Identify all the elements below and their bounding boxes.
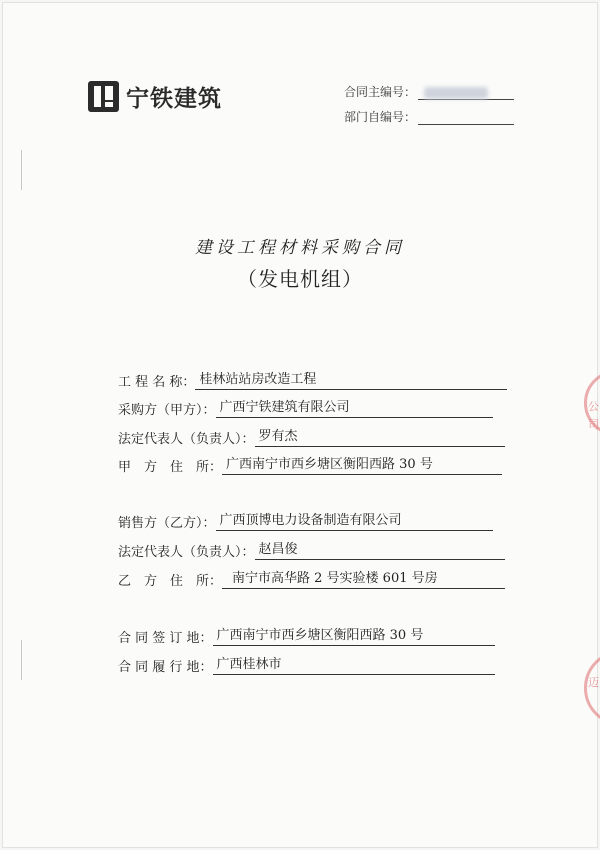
field-purchaser — [118, 400, 493, 418]
field-value: 广西桂林市 — [213, 657, 495, 675]
company-logo — [88, 80, 222, 113]
field-seller-rep — [118, 542, 505, 560]
contract-number — [344, 83, 514, 100]
field-label: 甲 方 住 所： — [118, 460, 223, 475]
field-value: 桂林站站房改造工程 — [195, 372, 507, 390]
field-project-name — [118, 372, 507, 390]
field-signing-place — [118, 628, 495, 646]
field-seller — [118, 513, 493, 531]
logo-icon — [88, 81, 119, 112]
scan-mark — [21, 640, 22, 680]
field-value: 广西南宁市西乡塘区衡阳西路 30 号 — [213, 628, 495, 646]
dept-number — [344, 108, 514, 125]
field-value: 南宁市高华路 2 号实验楼 601 号房 — [222, 571, 505, 589]
field-value: 罗有杰 — [255, 429, 505, 447]
field-label: 乙 方 住 所： — [118, 574, 223, 589]
field-value: 广西顶博电力设备制造有限公司 — [216, 513, 493, 531]
field-label: 合 同 签 订 地： — [118, 631, 213, 646]
seal-text: 迈 — [588, 676, 599, 689]
field-purchaser-address — [118, 457, 502, 475]
field-label: 工 程 名 称： — [118, 375, 196, 390]
field-label: 法定代表人（负责人）： — [118, 545, 255, 560]
document-subtitle: （发电机组） — [237, 267, 363, 291]
field-label: 销售方（乙方）： — [118, 516, 216, 531]
contract-number-label: 合同主编号： — [344, 85, 417, 99]
document-page — [2, 2, 598, 848]
field-value: 广西宁铁建筑有限公司 — [216, 400, 493, 418]
scan-mark — [21, 150, 22, 190]
field-label: 采购方（甲方）： — [118, 403, 216, 418]
field-value: 赵昌俊 — [255, 542, 505, 560]
seal-text: 公 — [588, 400, 599, 413]
field-purchaser-rep — [118, 429, 505, 447]
field-label: 合 同 履 行 地： — [118, 660, 213, 675]
field-performance-place — [118, 657, 495, 675]
dept-number-label: 部门自编号： — [344, 110, 417, 124]
seal-text: 司 — [588, 418, 599, 431]
document-title: 建设工程材料采购合同 — [195, 238, 405, 258]
field-label: 法定代表人（负责人）： — [118, 432, 255, 447]
redacted-value — [424, 87, 488, 99]
company-name: 宁铁建筑 — [126, 86, 222, 112]
field-value: 广西南宁市西乡塘区衡阳西路 30 号 — [222, 457, 502, 475]
field-seller-address — [118, 571, 505, 589]
